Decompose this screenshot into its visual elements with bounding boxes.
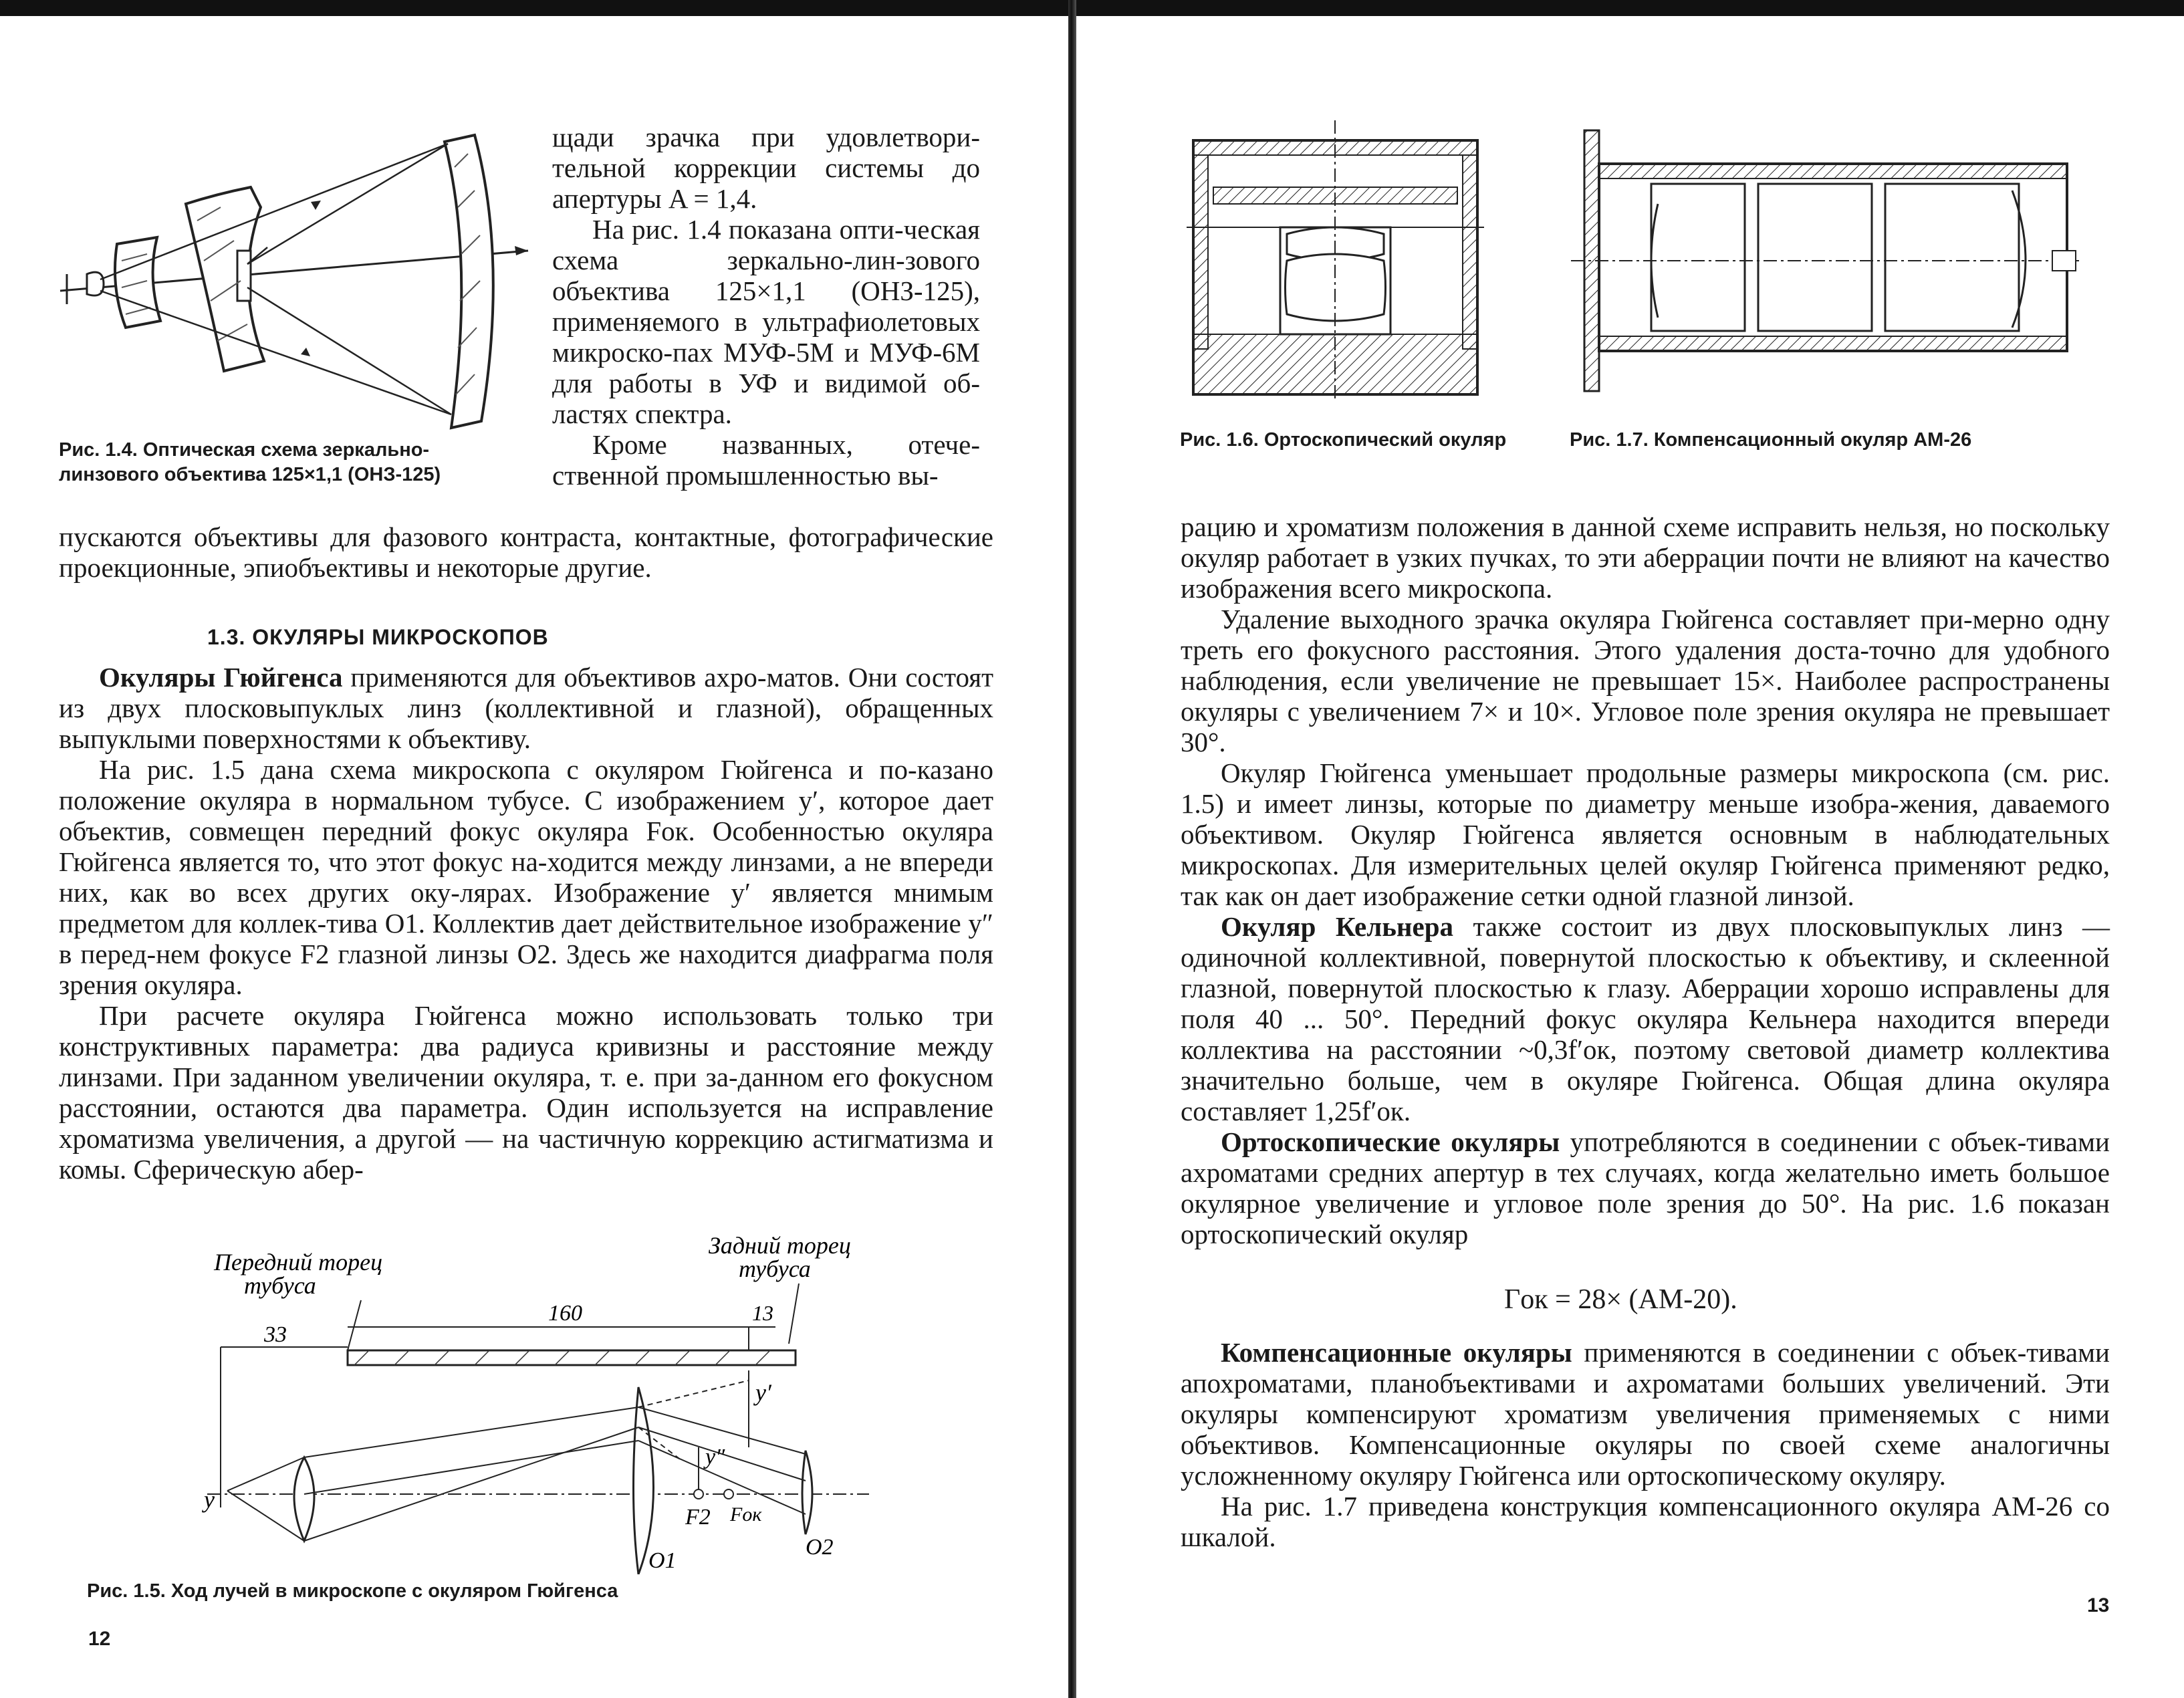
- right-page: [1076, 0, 2184, 1698]
- right-body-text: [1181, 511, 2110, 1249]
- dim-160: 160: [548, 1301, 582, 1326]
- paragraph-text: применяются в соединении с объек-тивами апохроматами, планобъективами и ахроматами больших увеличений. Эти окуляры компенсируют хроматизм увеличения применяемых с ними объективов. Компенсационные окуляры по своей схеме аналогичны усложненному окуляру Гюйгенса или ортоскопическому окуляру.: [1181, 1337, 2110, 1491]
- label-back-tube-1: Задний торец: [709, 1232, 851, 1259]
- page-number-right: 13: [2087, 1594, 2110, 1616]
- label-back-tube-2: тубуса: [739, 1255, 811, 1282]
- formula: Γок = 28× (АМ-20).: [1504, 1284, 1737, 1315]
- label-y: y: [204, 1486, 215, 1513]
- label-front-tube-2: тубуса: [244, 1272, 316, 1299]
- dim-13: 13: [752, 1301, 773, 1325]
- label-y-prime: y′: [755, 1379, 771, 1406]
- page-number-left: 12: [88, 1628, 111, 1650]
- paragraph: [1181, 911, 2110, 1126]
- figure-1-5-caption: Рис. 1.5. Ход лучей в микроскопе с окуляром Гюйгенса: [87, 1580, 618, 1602]
- paragraph: На рис. 1.7 приведена конструкция компенсационного окуляра АМ-26 со шкалой.: [1181, 1491, 2110, 1552]
- figure-1-5: [201, 1227, 902, 1574]
- figure-1-7: [1571, 124, 2079, 398]
- figure-1-4: [47, 127, 541, 435]
- left-main-text: [59, 521, 993, 583]
- label-front-tube-1: Передний торец: [214, 1249, 383, 1276]
- paragraph: При расчете окуляра Гюйгенса можно использовать только три конструктивных параметра: два радиуса кривизны и расстояние между линзами. При заданном увеличении окуляра, т. е. при за-данном его фокусном расстоянии, остаются два параметра. Один используется на исправление хроматизма увеличения, а другой — на частичную коррекцию астигматизма и комы. Сферическую абер-: [59, 1000, 993, 1185]
- paragraph: Удаление выходного зрачка окуляра Гюйгенса составляет при-мерно одну треть его фокусного расстояния. Этого удаления доста-точно для удобного наблюдения, если увеличение не превышает 15×. Наиболее распространены окуляры с увеличением 7× и 10×. Угловое поле зрения окуляра не превышает 30°.: [1181, 604, 2110, 757]
- paragraph-text: применяются для объективов ахро-матов. Они состоят из двух плосковыпуклых линз (коллективной и глазной), обращенных выпуклыми поверхностями к объективу.: [59, 662, 993, 754]
- paragraph-text: употребляются в соединении с объек-тивами ахроматами средних апертур в тех случаях, когда желательно иметь большое окулярное увеличение и угловое поле зрения до 50°. На рис. 1.6 показан ортоскопический окуляр: [1181, 1126, 2110, 1249]
- label-Fok: Fок: [730, 1503, 762, 1526]
- label-O1: O1: [648, 1548, 677, 1573]
- paragraph: [59, 662, 993, 754]
- paragraph: На рис. 1.5 дана схема микроскопа с окуляром Гюйгенса и по-казано положение окуляра в нормальном тубусе. С изображением y′, которое дает объектив, совмещен передний фокус окуляра Fок. Особенностью окуляра Гюйгенса является то, что этот фокус на-ходится между линзами, а не впереди них, как во всех других оку-лярах. Изображение y′ является мнимым предметом для коллек-тива O1. Коллектив дает действительное изображение y″ в перед-нем фокусе F2 глазной линзы O2. Здесь же находится диафрагма поля зрения окуляра.: [59, 754, 993, 1000]
- paragraph: [1181, 1126, 2110, 1249]
- left-page: [0, 0, 1068, 1698]
- paragraph: пускаются объективы для фазового контраста, контактные, фотографические проекционные, эпиобъективы и некоторые другие.: [59, 521, 993, 583]
- left-column-text: [552, 122, 980, 491]
- term-kellner: Окуляр Кельнера: [1221, 911, 1454, 942]
- term-huygens: Окуляры Гюйгенса: [99, 662, 343, 693]
- term-orthoscopic: Ортоскопические окуляры: [1221, 1126, 1560, 1157]
- paragraph: рацию и хроматизм положения в данной схеме исправить нельзя, но поскольку окуляр работает в узких пучках, то эти аберрации почти не влияют на качество изображения всего микроскопа.: [1181, 511, 2110, 604]
- paragraph: Окуляр Гюйгенса уменьшает продольные размеры микроскопа (см. рис. 1.5) и имеет линзы, которые по диаметру меньше изобра-жения, даваемого объективом. Окуляр Гюйгенса является основным в наблюдательных микроскопах. Для измерительных целей окуляр Гюйгенса применяют редко, так как он дает изображение сетки одной глазной линзой.: [1181, 757, 2110, 911]
- label-F2: F2: [685, 1505, 711, 1530]
- term-compensation: Компенсационные окуляры: [1221, 1337, 1572, 1368]
- paragraph: Кроме названных, отече-ственной промышленностью вы-: [552, 429, 980, 491]
- label-O2: O2: [806, 1535, 834, 1560]
- left-body-text: [59, 662, 993, 1185]
- section-heading: 1.3. ОКУЛЯРЫ МИКРОСКОПОВ: [207, 625, 549, 649]
- right-body-text-2: [1181, 1337, 2110, 1552]
- figure-1-6-caption: Рис. 1.6. Ортоскопический окуляр: [1180, 429, 1507, 451]
- dim-33: 33: [264, 1322, 287, 1347]
- label-y-double-prime: y″: [705, 1445, 725, 1469]
- figure-1-6: [1187, 120, 1484, 401]
- figure-1-4-caption: Рис. 1.4. Оптическая схема зеркально-линзового объектива 125×1,1 (ОНЗ-125): [59, 439, 441, 485]
- book-spine: [1068, 0, 1076, 1698]
- paragraph: [1181, 1337, 2110, 1491]
- paragraph: щади зрачка при удовлетвори-тельной коррекции системы до апертуры A = 1,4.: [552, 122, 980, 214]
- paragraph: На рис. 1.4 показана опти-ческая схема зеркально-лин-зового объектива 125×1,1 (ОНЗ-125), применяемого в ультрафиолетовых микроско-пах МУФ-5М и МУФ-6М для работы в УФ и видимой об-ластях спектра.: [552, 214, 980, 429]
- paragraph-text: также состоит из двух плосковыпуклых линз — одиночной коллективной, повернутой плоскостью к объективу, и склеенной глазной, повернутой плоскостью к глазу. Аберрации хорошо исправлены для поля 40 ... 50°. Передний фокус окуляра Кельнера находится впереди коллектива на расстоянии ~0,3f′ок, поэтому световой диаметр коллектива значительно больше, чем в окуляре Гюйгенса. Общая длина окуляра составляет 1,25f′ок.: [1181, 911, 2110, 1126]
- figure-1-7-caption: Рис. 1.7. Компенсационный окуляр АМ-26: [1570, 429, 1972, 451]
